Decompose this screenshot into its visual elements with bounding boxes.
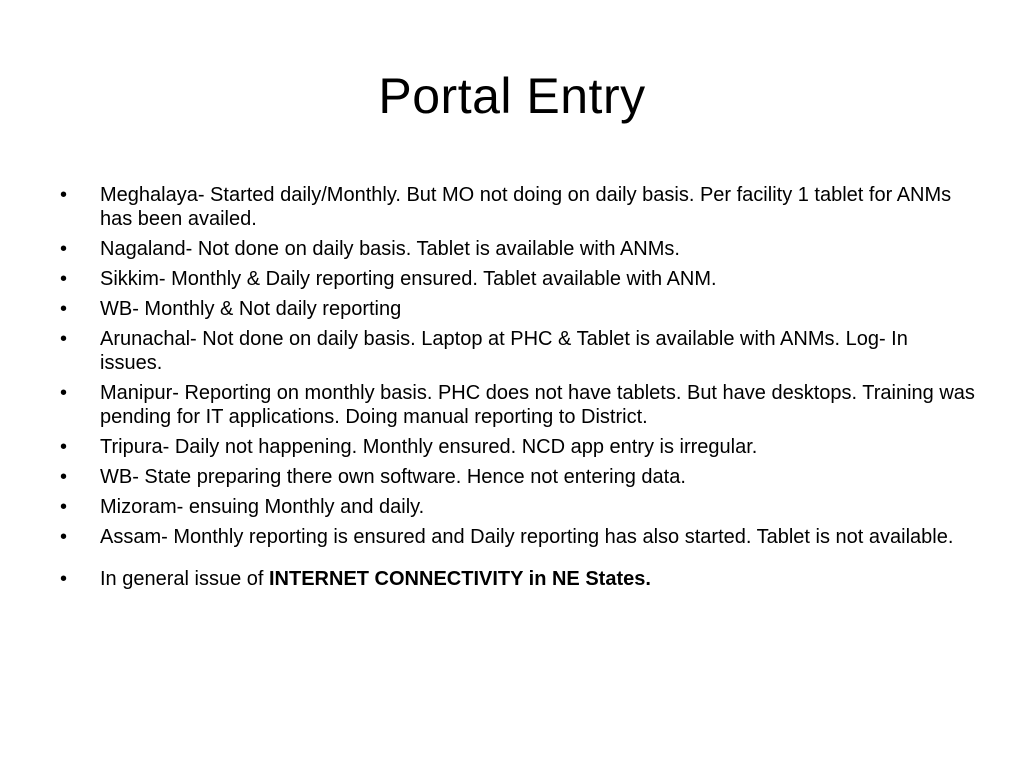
bullet-text: Assam- Monthly reporting is ensured and Daily reporting has also started. Tablet is not available. <box>100 526 954 548</box>
bullet-text: WB- Monthly & Not daily reporting <box>100 298 402 320</box>
bullet-dot-icon: • <box>60 184 68 206</box>
bullet-item-sikkim <box>60 267 975 291</box>
bullet-item-mizoram <box>60 495 975 519</box>
bullet-item-assam <box>60 525 975 549</box>
bullet-text: Mizoram- ensuing Monthly and daily. <box>100 496 425 518</box>
bullet-item-nagaland <box>60 237 975 261</box>
bullet-item-arunachal <box>60 327 975 375</box>
bullet-text: Nagaland- Not done on daily basis. Tablet is available with ANMs. <box>100 238 680 260</box>
bullet-dot-icon: • <box>60 496 68 518</box>
bullet-text: WB- State preparing there own software. Hence not entering data. <box>100 466 686 488</box>
bullet-dot-icon: • <box>60 526 68 548</box>
bullet-item-summary <box>60 567 975 591</box>
bullet-dot-icon: • <box>60 298 68 320</box>
bullet-dot-icon: • <box>60 436 68 458</box>
summary-prefix: In general issue of <box>100 568 269 590</box>
bullet-text: Sikkim- Monthly & Daily reporting ensured. Tablet available with ANM. <box>100 268 717 290</box>
bullet-dot-icon: • <box>60 268 68 290</box>
bullet-text: Arunachal- Not done on daily basis. Laptop at PHC & Tablet is available with ANMs. Log- In issues. <box>100 328 908 374</box>
summary-emphasis: INTERNET CONNECTIVITY in NE States. <box>269 568 651 590</box>
bullet-dot-icon: • <box>60 382 68 404</box>
bullet-item-meghalaya <box>60 183 975 231</box>
bullet-item-wb-software <box>60 465 975 489</box>
bullet-dot-icon: • <box>60 568 68 590</box>
bullet-dot-icon: • <box>60 466 68 488</box>
bullet-dot-icon: • <box>60 238 68 260</box>
bullet-dot-icon: • <box>60 328 68 350</box>
bullet-text: Manipur- Reporting on monthly basis. PHC does not have tablets. But have desktops. Training was pending for IT applications. Doing manual reporting to District. <box>100 382 975 428</box>
bullet-text: Tripura- Daily not happening. Monthly ensured. NCD app entry is irregular. <box>100 436 758 458</box>
slide-title: Portal Entry <box>378 68 646 124</box>
bullet-list <box>60 183 975 597</box>
bullet-item-wb-monthly <box>60 297 975 321</box>
bullet-item-manipur <box>60 381 975 429</box>
bullet-item-tripura <box>60 435 975 459</box>
bullet-text: Meghalaya- Started daily/Monthly. But MO not doing on daily basis. Per facility 1 tablet for ANMs has been availed. <box>100 184 952 230</box>
